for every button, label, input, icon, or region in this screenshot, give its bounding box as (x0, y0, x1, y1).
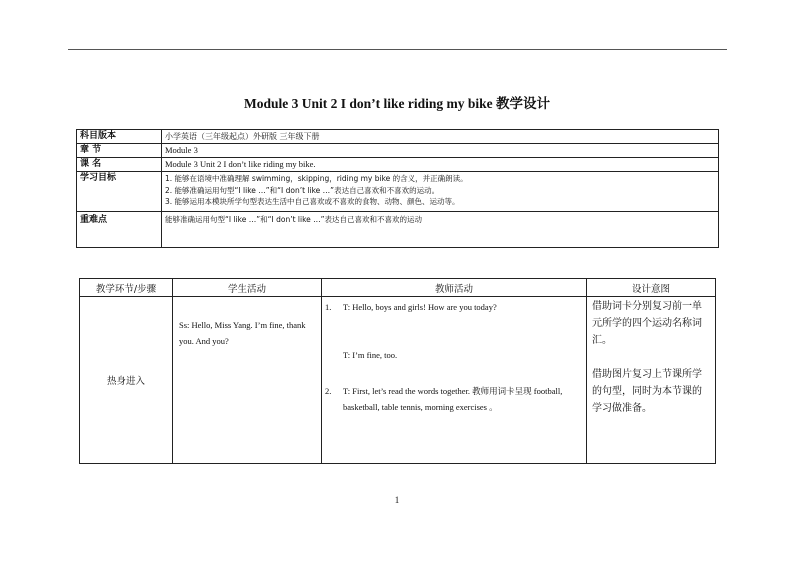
teacher-step-1 (325, 299, 583, 315)
key-value: 能够准确运用句型“I like …”和“I don’t like …”表达自己喜欢和不喜欢的运动 (162, 212, 719, 248)
step-number: 1. (325, 302, 332, 312)
info-row-subject (77, 130, 719, 144)
lesson-value: Module 3 Unit 2 I don’t like riding my bike. (162, 158, 719, 172)
student-activity: Ss: Hello, Miss Yang. I’m fine, thank you. And you? (173, 297, 322, 464)
info-row-goals (77, 172, 719, 212)
header-stage: 教学环节/步骤 (80, 279, 173, 297)
teacher-line: T: Hello, boys and girls! How are you today? (343, 302, 497, 312)
intent-cell (587, 297, 716, 464)
teacher-step-2 (325, 383, 583, 415)
steps-table (79, 278, 716, 464)
header-teacher: 教师活动 (322, 279, 587, 297)
intent-text: 借助词卡分别复习前一单元所学的四个运动名称词汇。 (592, 301, 702, 346)
info-row-lesson (77, 158, 719, 172)
stage-cell: 热身进入 (80, 297, 173, 464)
header-intent: 设计意图 (587, 279, 716, 297)
chapter-label: 章 节 (77, 144, 162, 158)
steps-header-row (80, 279, 716, 297)
info-row-chapter (77, 144, 719, 158)
page-number: 1 (394, 495, 400, 505)
teacher-line: T: First, let’s read the words together. 教师用词卡呈现 football, basketball, table tennis, morning exercises 。 (343, 386, 563, 412)
goals-label: 学习目标 (77, 172, 162, 212)
header-student: 学生活动 (173, 279, 322, 297)
chapter-value: Module 3 (162, 144, 719, 158)
info-row-key (77, 212, 719, 248)
goals-cell (162, 172, 719, 212)
step-number: 2. (325, 386, 332, 396)
page-title: Module 3 Unit 2 I don’t like riding my bike 教学设计 (243, 96, 551, 111)
header-rule (68, 49, 727, 50)
teacher-reply: T: I’m fine, too. (343, 350, 398, 360)
info-table (76, 129, 719, 248)
goal-item: 3. 能够运用本模块所学句型表达生活中自己喜欢或不喜欢的食物、动物、颜色、运动等。 (165, 197, 460, 206)
key-label: 重难点 (77, 212, 162, 248)
teacher-activity (322, 297, 587, 464)
subject-value: 小学英语（三年级起点）外研版 三年级下册 (162, 130, 719, 144)
table-row (80, 297, 716, 464)
goal-item: 2. 能够准确运用句型“I like …”和“I don’t like …”表达自己喜欢和不喜欢的运动。 (165, 185, 440, 195)
lesson-label: 课 名 (77, 158, 162, 172)
goal-item: 1. 能够在语境中准确理解 swimming，skipping，riding my bike 的含义，并正确朗读。 (165, 174, 468, 183)
intent-text: 借助图片复习上节课所学的句型，同时为本节课的学习做准备。 (592, 369, 702, 414)
subject-label: 科目版本 (77, 130, 162, 144)
